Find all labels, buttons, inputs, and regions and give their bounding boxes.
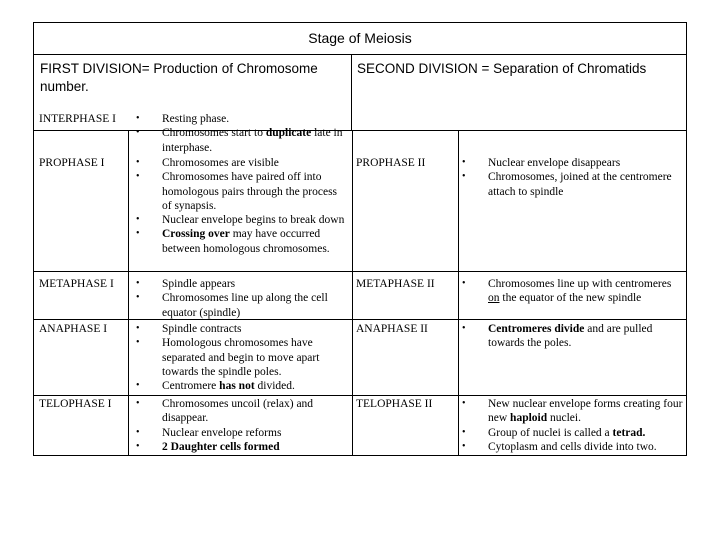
stage-name: METAPHASE I [39,278,114,290]
column-divider [458,131,459,456]
list-item: • Group of nuclei is called a tetrad. [462,426,684,440]
stage-points [136,322,346,393]
table-title: Stage of Meiosis [34,23,686,55]
list-item: • Homologous chromosomes have separated and begin to move apart towards the spindle poles. [136,336,346,379]
list-item: • Spindle appears [136,277,346,291]
stage-points [136,277,346,320]
stage-name: METAPHASE II [356,278,435,290]
stage-name: TELOPHASE I [39,398,112,410]
list-item: • Chromosomes uncoil (relax) and disappear. [136,397,346,426]
stage-name: TELOPHASE II [356,398,433,410]
row-divider [34,395,686,396]
row-divider [34,271,686,272]
list-item: • Chromosomes line up along the cell equator (spindle) [136,291,346,320]
list-item: • Chromosomes start to duplicate late in interphase. [136,126,346,155]
list-item: • Resting phase. [136,112,346,126]
stage-points [136,112,346,155]
stage-points [462,277,684,306]
column-divider [352,131,353,456]
list-item: • Chromosomes, joined at the centromere attach to spindle [462,170,684,199]
list-item: • Spindle contracts [136,322,346,336]
stage-name: PROPHASE I [39,157,105,169]
column-divider [128,131,129,456]
list-item: • 2 Daughter cells formed [136,440,346,454]
stage-points [462,397,684,454]
list-item: • Crossing over may have occurred between homologous chromosomes. [136,227,346,256]
stage-points [462,322,684,351]
second-division-heading: SECOND DIVISION = Separation of Chromatids [352,55,686,131]
row-divider [34,319,686,320]
stage-name: ANAPHASE II [356,323,428,335]
list-item: • Centromeres divide and are pulled towards the poles. [462,322,684,351]
stage-name: INTERPHASE I [39,113,116,125]
list-item: • Chromosomes have paired off into homologous pairs through the process of synapsis. [136,170,346,213]
stage-points [462,156,684,199]
first-division-heading: FIRST DIVISION= Production of Chromosome number. [34,55,352,131]
stage-name: PROPHASE II [356,157,426,169]
list-item: • Cytoplasm and cells divide into two. [462,440,684,454]
list-item: • Nuclear envelope reforms [136,426,346,440]
list-item: • New nuclear envelope forms creating four new haploid nuclei. [462,397,684,426]
stage-points [136,156,346,256]
meiosis-table [33,22,687,456]
list-item: • Nuclear envelope disappears [462,156,684,170]
list-item: • Nuclear envelope begins to break down [136,213,346,227]
list-item: • Chromosomes are visible [136,156,346,170]
stage-points [136,397,346,454]
list-item: • Centromere has not divided. [136,379,346,393]
list-item: • Chromosomes line up with centromeres on the equator of the new spindle [462,277,684,306]
stage-name: ANAPHASE I [39,323,108,335]
